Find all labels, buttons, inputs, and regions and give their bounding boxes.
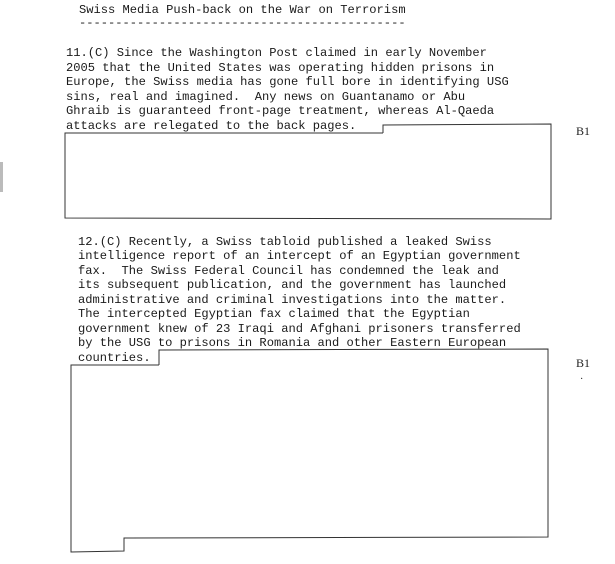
paragraph-line: 12.(C) Recently, a Swiss tabloid published a leaked Swiss <box>78 235 492 249</box>
paragraph-line: 2005 that the United States was operating hidden prisons in <box>66 61 495 75</box>
redaction-exemption-code: B1 <box>576 356 591 370</box>
heading-underline: --------------------------------------------- <box>79 16 406 30</box>
paragraph-line: by the USG to prisons in Romania and other Eastern European <box>78 336 507 350</box>
redaction-exemption-code: B1 <box>576 124 591 138</box>
paragraph-line: its subsequent publication, and the government has launched <box>78 278 507 292</box>
section-heading: Swiss Media Push-back on the War on Terrorism <box>79 3 406 17</box>
paragraph-line: Ghraib is guaranteed front-page treatment, whereas Al-Qaeda <box>66 104 495 118</box>
paragraph-line: Europe, the Swiss media has gone full bore in identifying USG <box>66 75 509 89</box>
stray-dot: · <box>580 374 584 385</box>
paragraph-line: fax. The Swiss Federal Council has condemned the leak and <box>78 264 499 278</box>
paragraph-line: countries. <box>78 351 151 365</box>
paragraph-line: attacks are relegated to the back pages. <box>66 119 357 133</box>
paragraph-line: administrative and criminal investigations into the matter. <box>78 293 507 307</box>
redaction-box-2 <box>71 349 548 552</box>
paragraph-line: The intercepted Egyptian fax claimed that the Egyptian <box>78 307 470 321</box>
paragraph-line: 11.(C) Since the Washington Post claimed in early November <box>66 46 487 60</box>
paragraph-line: government knew of 23 Iraqi and Afghani prisoners transferred <box>78 322 521 336</box>
paragraph-line: sins, real and imagined. Any news on Guantanamo or Abu <box>66 90 466 104</box>
paragraph-line: intelligence report of an intercept of an Egyptian government <box>78 249 521 263</box>
redaction-box-1 <box>65 124 551 219</box>
